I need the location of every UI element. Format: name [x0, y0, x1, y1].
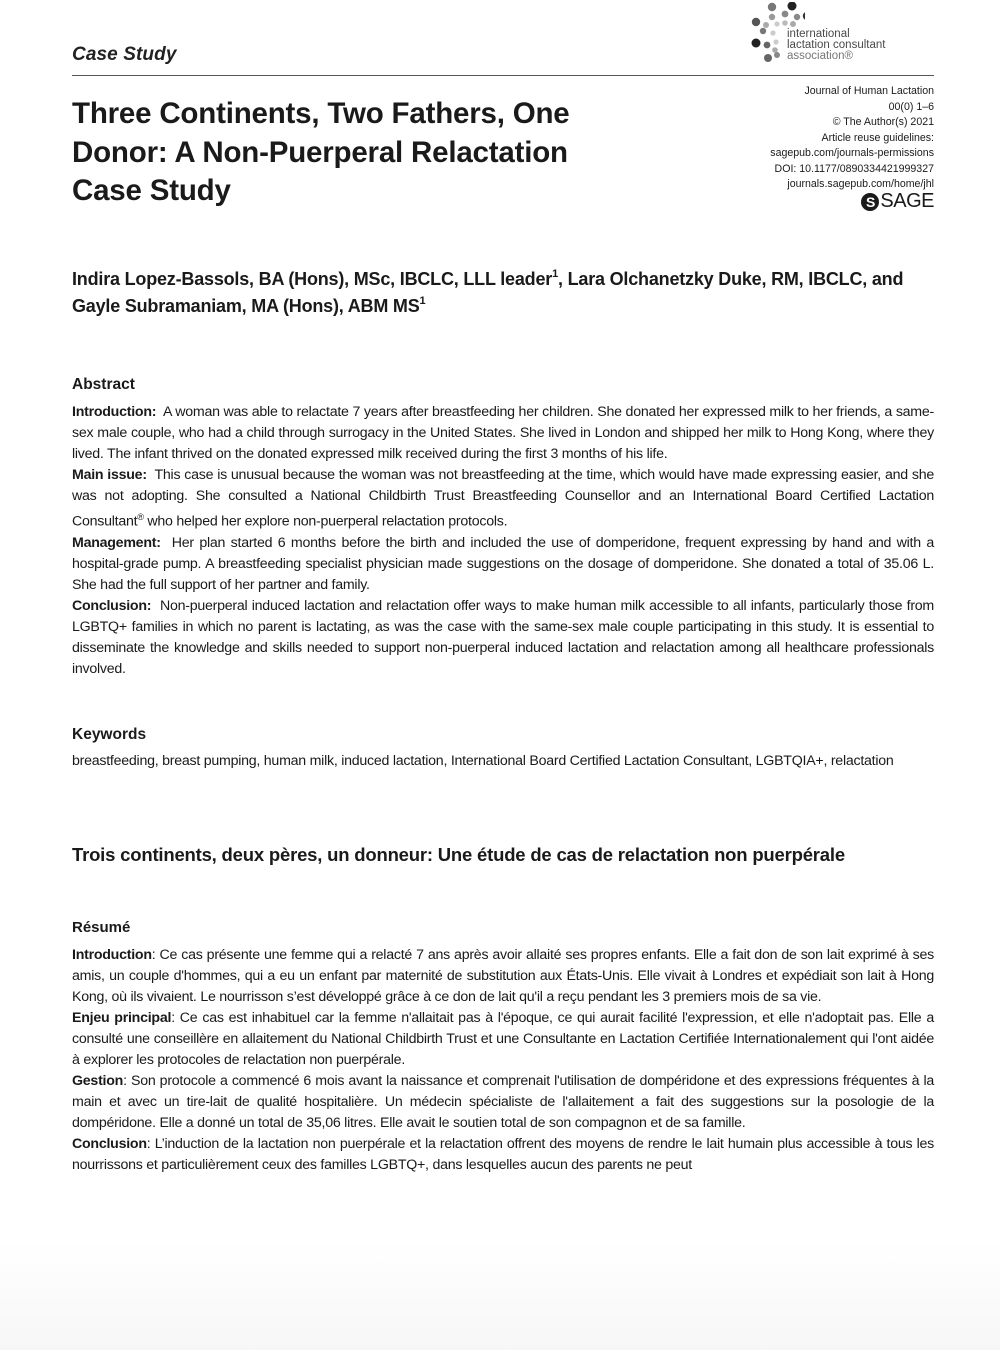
resume-introduction: Introduction: Ce cas présente une femme qui a relacté 7 ans après avoir allaité ses propres enfants. Elle a fait don de son lait exprimé à ses amis, un couple d'hommes, qui a eu un enfant par maternité de substitution aux États-Unis. Elle vivait à Londres et expédiait son lait à Hong Kong, où ils vivaient. Le nourrisson s’est développé grâce à ce don de lait qu'il a reçu pendant les 3 premiers mois de sa vie.: [72, 947, 934, 1005]
affiliation-marker-2: 1: [419, 295, 426, 307]
logo-line-2: lactation consultant: [787, 39, 886, 51]
resume-enjeu-principal: Enjeu principal: Ce cas est inhabituel car la femme n'allaitait pas à l'époque, ce qui aurait facilité l'expression, et elle n'adoptait pas. Elle a consulté une conseillère en allaitement du National Childbirth Trust et une Consultante en Lactation Certifiée Internationalement qui l'ont aidée à explorer les protocoles de relactation non puerpérale.: [72, 1010, 934, 1068]
french-title: Trois continents, deux pères, un donneur: Une étude de cas de relactation non puerpérale: [72, 844, 845, 865]
sage-wordmark: SAGE: [880, 190, 934, 212]
affiliation-marker-1: 1: [552, 268, 558, 280]
ilca-logo-text: [787, 29, 885, 62]
sage-s-icon: S: [861, 193, 879, 211]
resume-conclusion: Conclusion: L’induction de la lactation non puerpérale et la relactation offrent des moyens de rendre le lait humain plus accessible à tous les nourrissons et particulièrement ceux des familles LGBTQ+, dans lesquelles aucun des parents ne peut: [72, 1136, 934, 1173]
resume-heading: Résumé: [72, 919, 131, 936]
resume-body: [72, 945, 934, 1176]
abstract-body: [72, 402, 934, 680]
ilca-logo: [745, 2, 945, 64]
abstract-label: Conclusion:: [72, 597, 152, 614]
permissions-link[interactable]: sagepub.com/journals-permissions: [770, 147, 934, 159]
reuse-guidelines-label: Article reuse guidelines:: [821, 131, 934, 144]
page-bottom-fade: [0, 1240, 1000, 1350]
abstract-label: Main issue:: [72, 467, 147, 483]
abstract-label: Introduction:: [72, 404, 157, 420]
logo-line-3: association®: [787, 50, 854, 62]
sage-logo: [861, 190, 934, 213]
journal-meta: [770, 84, 934, 193]
article-title: Three Continents, Two Fathers, One Donor: A Non-Puerperal Relactation Case Study: [72, 97, 570, 207]
doi[interactable]: DOI: 10.1177/0890334421999327: [774, 162, 934, 175]
abstract-label: Management:: [72, 534, 161, 551]
abstract-heading: Abstract: [72, 376, 135, 393]
journal-volume: 00(0) 1–6: [888, 100, 934, 113]
journal-name: Journal of Human Lactation: [804, 85, 934, 97]
author-list: [72, 266, 942, 320]
keywords-list: breastfeeding, breast pumping, human milk, induced lactation, International Board Certified Lactation Consultant, LGBTQIA+, relactation: [72, 753, 894, 769]
logo-line-1: international: [787, 28, 850, 40]
resume-label: Conclusion: [72, 1136, 147, 1152]
authors-part-1: Indira Lopez-Bassols, BA (Hons), MSc, IBCLC, LLL leader: [72, 269, 553, 289]
authors-part-2: , Lara Olchanetzky Duke, RM, IBCLC, and Gayle Subramaniam, MA (Hons), ABM MS: [72, 269, 904, 316]
resume-label: Enjeu principal: [72, 1010, 172, 1026]
abstract-management: Management: Her plan started 6 months before the birth and included the use of domperidone, frequent expressing by hand and with a hospital-grade pump. A breastfeeding specialist physician made suggestions on the dosage of domperidone. She donated a total of 35.06 L. She had the full support of her partner and family.: [72, 534, 935, 593]
section-label: Case Study: [72, 44, 177, 65]
resume-label: Introduction: [72, 947, 152, 963]
resume-gestion: Gestion: Son protocole a commencé 6 mois avant la naissance et comprenait l'utilisation de dompéridone et des expressions fréquentes à la main et avec un tire-lait de qualité hospitalière. Un médecin spécialiste de l'allaitement a fait des suggestions sur la posologie de la dompéridone. Elle a donné un total de 35,06 litres. Elle avait le soutien total de son compagnon et de sa famille.: [72, 1073, 934, 1131]
abstract-conclusion: Conclusion: Non-puerperal induced lactation and relactation offer ways to make human milk accessible to all infants, particularly those from LGBTQ+ families in which no parent is lactating, as was the case with the same-sex male couple participating in this study. It is essential to disseminate the knowledge and skills needed to support non-puerperal induced lactation and relactation among all healthcare professionals involved.: [72, 597, 934, 677]
header-rule: [72, 75, 934, 76]
abstract-introduction: Introduction: A woman was able to relactate 7 years after breastfeeding her children. She donated her expressed milk to her friends, a same-sex male couple, who had a child through surrogacy in the United States. She lived in London and shipped her milk to Hong Kong, where they lived. The infant thrived on the donated expressed milk received during the first 3 months of his life.: [72, 404, 934, 462]
journal-copyright: © The Author(s) 2021: [832, 116, 934, 128]
journal-home-link[interactable]: journals.sagepub.com/home/jhl: [787, 178, 934, 190]
keywords-heading: Keywords: [72, 726, 147, 743]
abstract-main-issue: Main issue: This case is unusual because the woman was not breastfeeding at the time, which would have made expressing easier, and she was not adopting. She consulted a National Childbirth Trust Breastfeeding Counsellor and an International Board Certified Lactation Consultant® who helped her explore non-puerperal relactation protocols.: [72, 467, 934, 530]
resume-label: Gestion: [72, 1073, 124, 1089]
